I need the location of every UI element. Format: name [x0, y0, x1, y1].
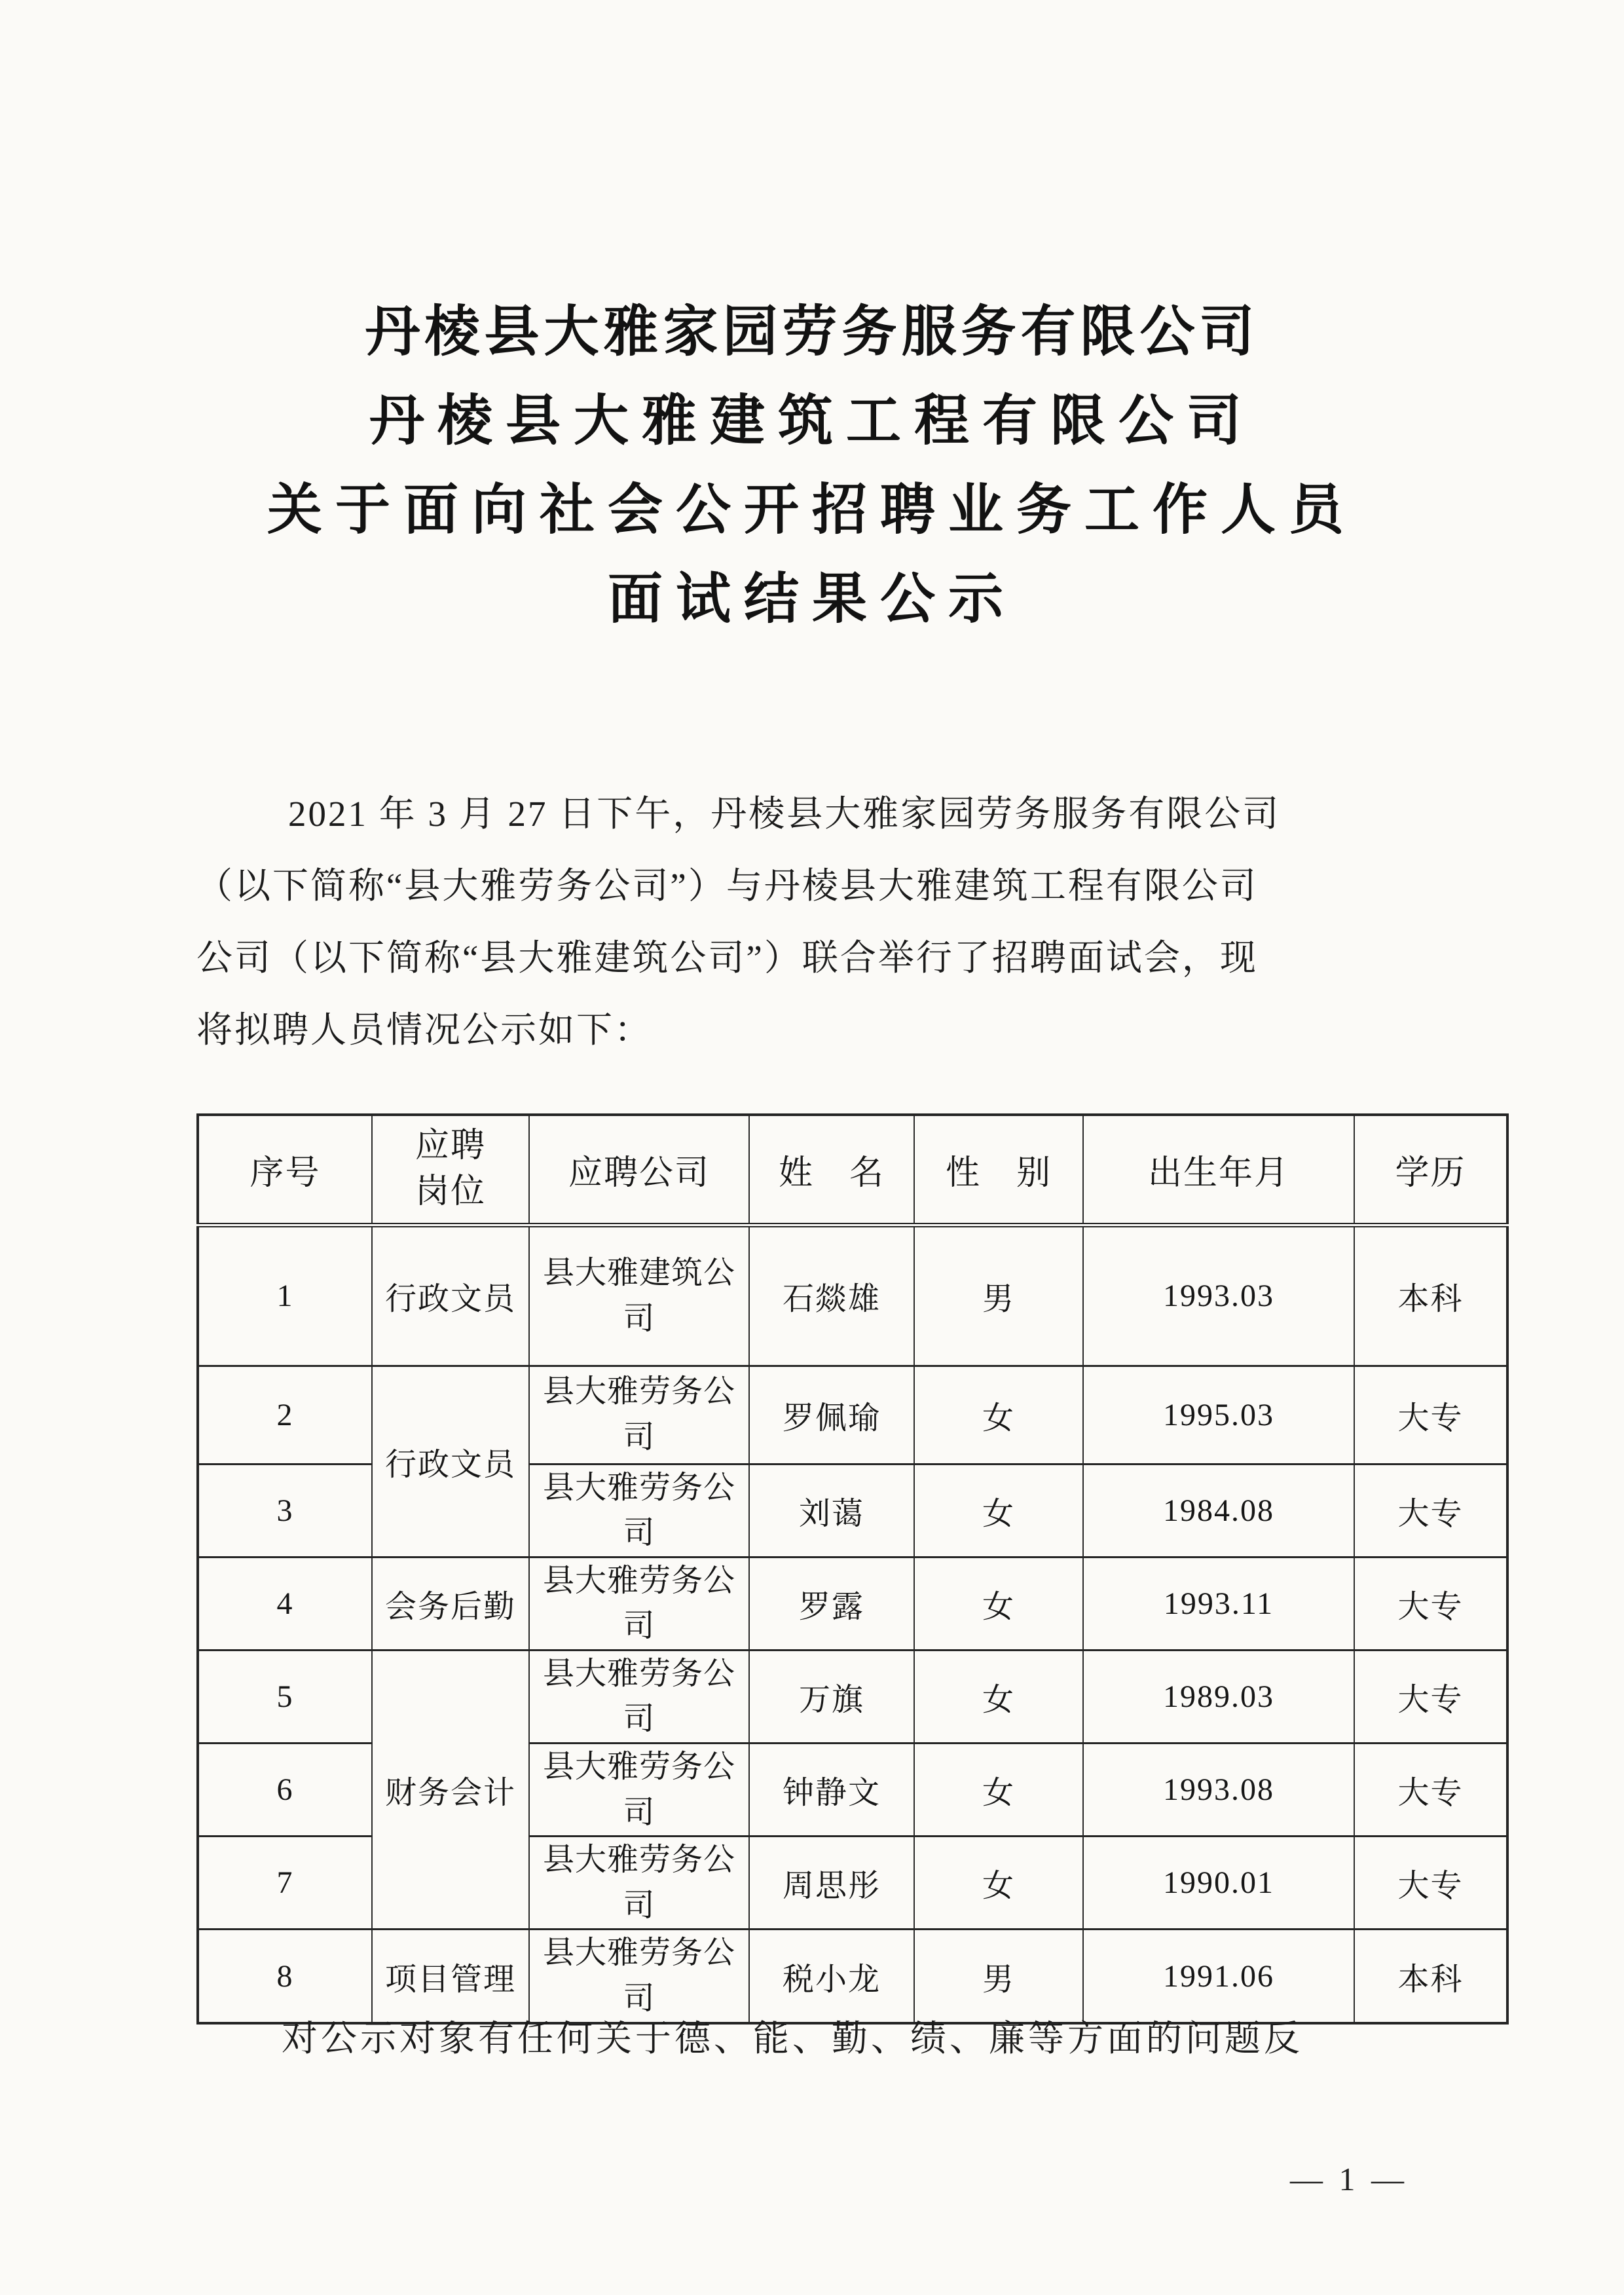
- header-cell-company: 应聘公司: [529, 1115, 749, 1225]
- page-number: — 1 —: [1290, 2161, 1408, 2197]
- table-row: [198, 1650, 1507, 1743]
- cell-education: 本科: [1354, 1225, 1507, 1366]
- footer-paragraph: 对公示对象有任何关于德、能、勤、绩、廉等方面的问题反: [282, 2019, 1304, 2059]
- header-cell-name: 姓 名: [749, 1115, 914, 1225]
- cell-birth: 1990.01: [1083, 1837, 1354, 1930]
- cell-education: 大专: [1354, 1366, 1507, 1464]
- cell-education: 大专: [1354, 1837, 1507, 1930]
- cell-company: [529, 1557, 749, 1650]
- cell-gender: 女: [914, 1650, 1083, 1743]
- company-text: 县大雅劳务公司: [542, 1470, 735, 1551]
- cell-company: [529, 1464, 749, 1557]
- cell-no: 5: [198, 1650, 372, 1743]
- title-line-3: 关于面向社会公开招聘业务工作人员: [267, 480, 1357, 541]
- company-text: 县大雅劳务公司: [542, 1563, 735, 1644]
- cell-company: [529, 1650, 749, 1743]
- cell-name: 刘蔼: [749, 1464, 914, 1557]
- cell-position: 项目管理: [372, 1930, 529, 2023]
- cell-birth: 1993.03: [1083, 1225, 1354, 1366]
- cell-no: 4: [198, 1557, 372, 1650]
- cell-no: 8: [198, 1930, 372, 2023]
- intro-line-3: 公司（以下简称“县大雅建筑公司”）联合举行了招聘面试会，现: [196, 938, 1258, 978]
- company-text: 县大雅劳务公司: [542, 1374, 735, 1455]
- interview-results-table: [196, 1113, 1509, 2024]
- cell-no: 3: [198, 1464, 372, 1557]
- company-text: 县大雅劳务公司: [542, 1656, 735, 1737]
- document-title: [0, 288, 1624, 644]
- cell-name: 罗佩瑜: [749, 1366, 914, 1464]
- cell-name: 税小龙: [749, 1930, 914, 2023]
- cell-birth: 1995.03: [1083, 1366, 1354, 1464]
- title-line-4: 面试结果公示: [607, 569, 1016, 630]
- company-text: 县大雅劳务公司: [542, 1749, 735, 1830]
- cell-gender: 男: [914, 1930, 1083, 2023]
- intro-line-2: （以下简称“县大雅劳务公司”）与丹棱县大雅建筑工程有限公司: [196, 866, 1258, 906]
- header-cell-gender: 性 别: [914, 1115, 1083, 1225]
- cell-name: 石燚雄: [749, 1225, 914, 1366]
- intro-paragraph: [196, 778, 1434, 1066]
- cell-gender: 女: [914, 1464, 1083, 1557]
- cell-name: 周思彤: [749, 1837, 914, 1930]
- cell-gender: 女: [914, 1837, 1083, 1930]
- table-row: [198, 1557, 1507, 1650]
- cell-education: 大专: [1354, 1650, 1507, 1743]
- cell-education: 本科: [1354, 1930, 1507, 2023]
- cell-name: 万旗: [749, 1650, 914, 1743]
- cell-position-merged: 行政文员: [372, 1366, 529, 1557]
- cell-no: 6: [198, 1744, 372, 1837]
- cell-company: [529, 1225, 749, 1366]
- cell-birth: 1993.08: [1083, 1744, 1354, 1837]
- cell-education: 大专: [1354, 1464, 1507, 1557]
- cell-no: 7: [198, 1837, 372, 1930]
- header-cell-birth: 出生年月: [1083, 1115, 1354, 1225]
- cell-birth: 1989.03: [1083, 1650, 1354, 1743]
- table-row: [198, 1366, 1507, 1464]
- cell-birth: 1984.08: [1083, 1464, 1354, 1557]
- header-cell-position: [372, 1115, 529, 1225]
- header-cell-no: 序号: [198, 1115, 372, 1225]
- cell-education: 大专: [1354, 1557, 1507, 1650]
- company-text: 县大雅劳务公司: [542, 1935, 735, 2017]
- cell-gender: 女: [914, 1557, 1083, 1650]
- company-text: 县大雅建筑公司: [542, 1255, 735, 1336]
- cell-birth: 1991.06: [1083, 1930, 1354, 2023]
- title-line-2: 丹棱县大雅建筑工程有限公司: [369, 391, 1255, 452]
- cell-company: [529, 1366, 749, 1464]
- table-header-row: [198, 1115, 1507, 1225]
- cell-name: 钟静文: [749, 1744, 914, 1837]
- cell-name: 罗露: [749, 1557, 914, 1650]
- intro-line-4: 将拟聘人员情况公示如下：: [196, 1010, 653, 1050]
- company-text: 县大雅劳务公司: [542, 1842, 735, 1923]
- header-cell-education: 学历: [1354, 1115, 1507, 1225]
- cell-company: [529, 1744, 749, 1837]
- intro-line-1: 2021 年 3 月 27 日下午，丹棱县大雅家园劳务服务有限公司: [288, 794, 1281, 834]
- cell-gender: 女: [914, 1744, 1083, 1837]
- cell-gender: 女: [914, 1366, 1083, 1464]
- cell-position: 会务后勤: [372, 1557, 529, 1650]
- cell-birth: 1993.11: [1083, 1557, 1354, 1650]
- cell-position-merged: 财务会计: [372, 1650, 529, 1930]
- cell-gender: 男: [914, 1225, 1083, 1366]
- title-line-1: 丹棱县大雅家园劳务服务有限公司: [365, 302, 1259, 363]
- cell-no: 1: [198, 1225, 372, 1366]
- header-position-label: 应聘岗位: [415, 1127, 486, 1211]
- cell-company: [529, 1837, 749, 1930]
- table-row: [198, 1225, 1507, 1366]
- cell-position: 行政文员: [372, 1225, 529, 1366]
- cell-education: 大专: [1354, 1744, 1507, 1837]
- cell-no: 2: [198, 1366, 372, 1464]
